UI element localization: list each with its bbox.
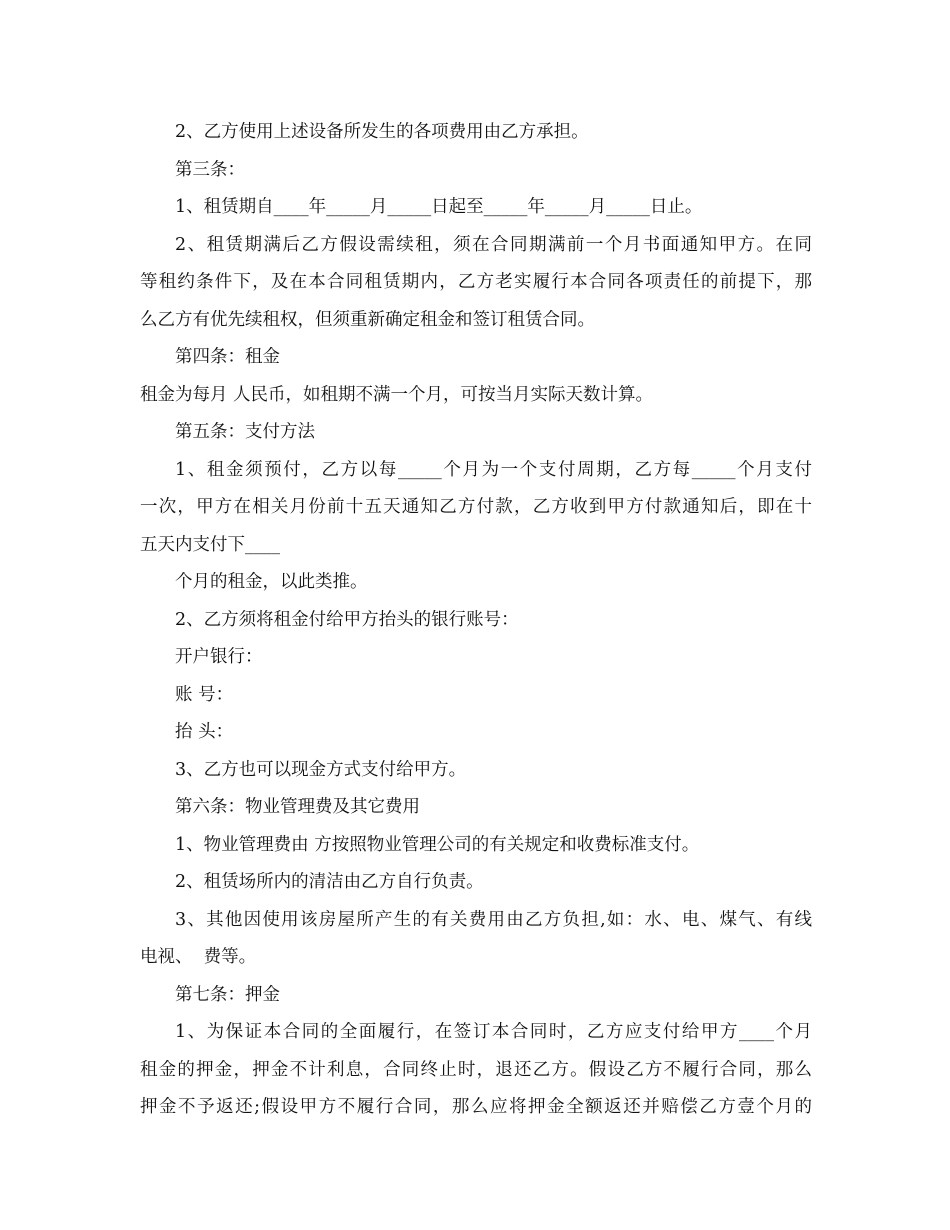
field-account-holder: 抬 头： [175, 722, 234, 742]
field-bank-name: 开户银行： [175, 647, 263, 667]
text-line: 3、其他因使用该房屋所产生的有关费用由乙方负担,如：水、电、煤气、有线 [175, 909, 812, 930]
article-3-heading: 第三条： [175, 159, 245, 180]
paragraph-cleaning: 2、租赁场所内的清洁由乙方自行负责。 [175, 872, 484, 892]
paragraph-management-fee: 1、物业管理费由 方按照物业管理公司的有关规定和收费标准支付。 [175, 834, 700, 855]
text-line: 电视、 费等。 [140, 947, 257, 967]
text-line: 五天内支付下____ [140, 534, 280, 555]
text-line: 2、租赁期满后乙方假设需续租，须在合同期满前一个月书面通知甲方。在同 [175, 234, 812, 255]
paragraph-payment-cycle [140, 452, 812, 565]
article-4-heading: 第四条：租金 [175, 347, 280, 367]
paragraph-rent-amount: 租金为每月 人民币，如租期不满一个月，可按当月实际天数计算。 [140, 384, 654, 405]
paragraph-deposit [140, 1014, 812, 1127]
document-page [140, 114, 812, 1127]
paragraph-cash-payment: 3、乙方也可以现金方式支付给甲方。 [175, 759, 467, 780]
article-5-heading: 第五条：支付方法 [175, 422, 315, 442]
article-7-heading: 第七条：押金 [175, 984, 280, 1005]
text-line: 一次，甲方在相关月份前十五天通知乙方付款，乙方收到甲方付款通知后，即在十 [140, 497, 812, 517]
field-account-number: 账 号： [175, 684, 234, 705]
text-line: 1、为保证本合同的全面履行，在签订本合同时，乙方应支付给甲方____个月 [175, 1022, 812, 1042]
paragraph-equipment-fees: 2、乙方使用上述设备所发生的各项费用由乙方承担。 [175, 122, 589, 142]
paragraph-renewal [140, 227, 812, 340]
paragraph-payment-continued: 个月的租金，以此类推。 [175, 572, 368, 592]
paragraph-bank-account: 2、乙方须将租金付给甲方抬头的银行账号： [175, 609, 519, 630]
paragraph-lease-term: 1、租赁期自____年_____月_____日起至_____年_____月_____日止。 [175, 197, 703, 217]
text-line: 1、租金须预付，乙方以每_____个月为一个支付周期，乙方每_____个月支付 [175, 459, 812, 480]
text-line: 押金不予返还;假设甲方不履行合同，那么应将押金全额返还并赔偿乙方壹个月的 [140, 1097, 812, 1117]
text-line: 租金的押金，押金不计利息，合同终止时，退还乙方。假设乙方不履行合同，那么 [140, 1059, 812, 1080]
article-6-heading: 第六条：物业管理费及其它费用 [175, 797, 420, 817]
text-line: 么乙方有优先续租权，但须重新确定租金和签订租赁合同。 [140, 309, 595, 330]
paragraph-other-fees [140, 902, 812, 977]
text-line: 等租约条件下，及在本合同租赁期内，乙方老实履行本合同各项责任的前提下，那 [140, 272, 812, 292]
